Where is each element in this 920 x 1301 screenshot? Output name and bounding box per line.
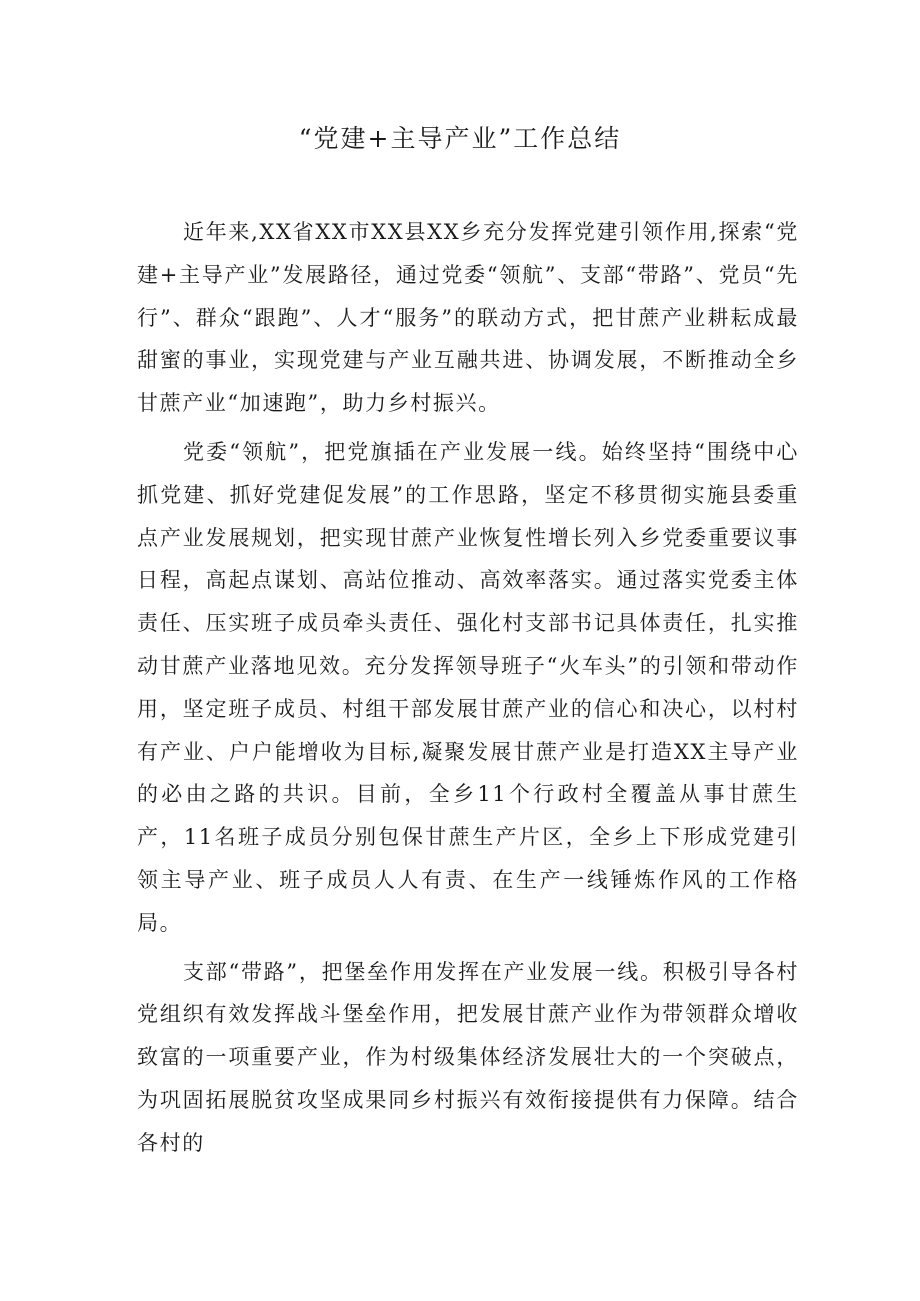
paragraph-party-committee: 党委“领航”，把党旗插在产业发展一线。始终坚持“围绕中心抓党建、抓好党建促发展”的工作思路，坚定不移贯彻实施县委重点产业发展规划，把实现甘蔗产业恢复性增长列入乡党委重要议事日程，高起点谋划、高站位推动、高效率落实。通过落实党委主体责任、压实班子成员牵头责任、强化村支部书记具体责任，扎实推动甘蔗产业落地见效。充分发挥领导班子“火车头”的引领和带动作用，坚定班子成员、村组干部发展甘蔗产业的信心和决心，以村村有产业、户户能增收为目标,凝聚发展甘蔗产业是打造XX主导产业的必由之路的共识。目前，全乡11个行政村全覆盖从事甘蔗生产，11名班子成员分别包保甘蔗生产片区，全乡上下形成党建引领主导产业、班子成员人人有责、在生产一线锤炼作风的工作格局。 [137,439,799,935]
paragraph-branch: 支部“带路”，把堡垒作用发挥在产业发展一线。积极引导各村党组织有效发挥战斗堡垒作用，把发展甘蔗产业作为带领群众增收致富的一项重要产业，作为村级集体经济发展壮大的一个突破点，为巩固拓展脱贫攻坚成果同乡村振兴有效衔接提供有力保障。结合各村的 [137,959,799,1155]
paragraph-intro: 近年来,XX省XX市XX县XX乡充分发挥党建引领作用,探索“党建+主导产业”发展路径，通过党委“领航”、支部“带路”、党员“先行”、群众“跟跑”、人才“服务”的联动方式，把甘蔗产业耕耘成最甜蜜的事业，实现党建与产业互融共进、协调发展，不断推动全乡甘蔗产业“加速跑”，助力乡村振兴。 [137,220,799,416]
document-title: “党建+主导产业”工作总结 [298,124,622,153]
document-body [137,211,799,1171]
